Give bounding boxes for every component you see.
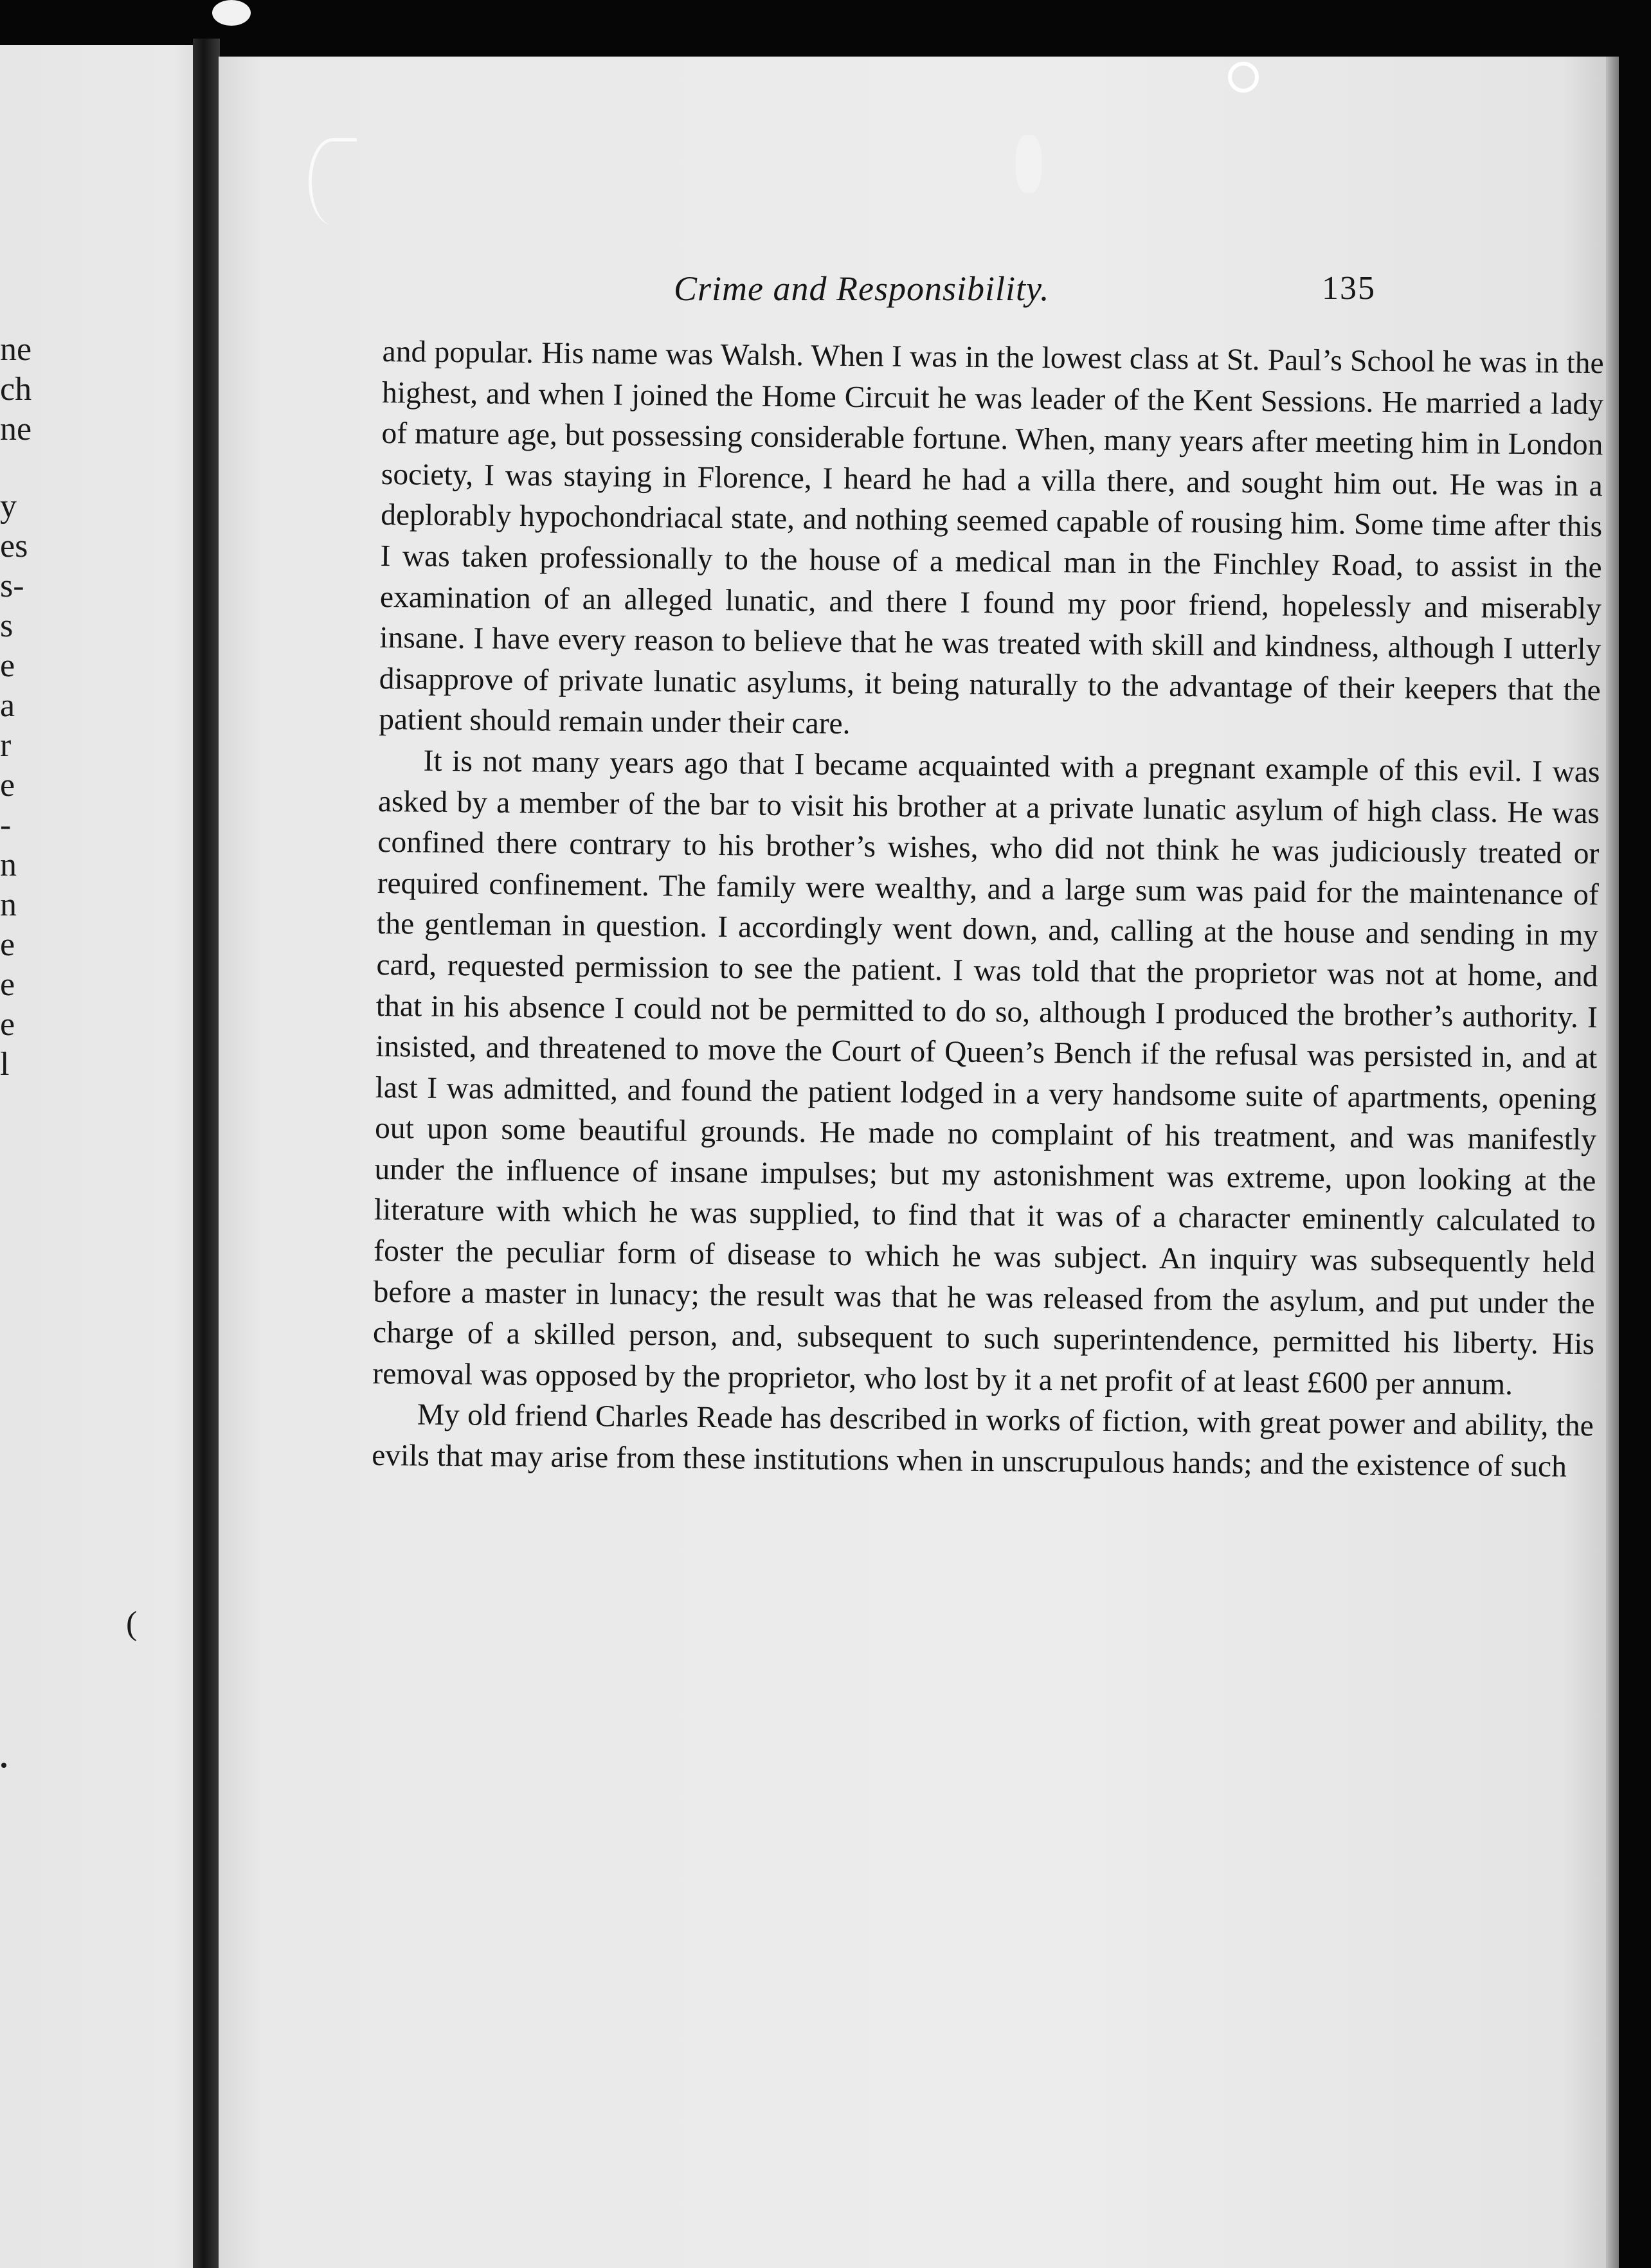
facing-page-fragment: a: [0, 687, 15, 724]
facing-page-fragment: r: [0, 727, 12, 764]
facing-page-fragment: e: [0, 966, 15, 1003]
facing-page: [0, 45, 204, 2268]
scan-speck: [1228, 62, 1259, 93]
paragraph: and popular. His name was Walsh. When I was in the lowest class at St. Paul’s School he was in the highest, and when I joined the Home Circuit he was leader of the Kent Sessions. He married a lady of mature age, but possessing considerable fortune. When, many years after meeting him in London society, I was staying in Florence, I heard he had a villa there, and sought him out. He was in a deplorably hypochondriacal state, and nothing seemed capable of rousing him. Some time after this I was taken professionally to the house of a medical man in the Finchley Road, to assist in the examination of an alleged lunatic, and there I found my poor friend, hopelessly and miserably insane. I have every reason to believe that he was treated with skill and kindness, although I utterly disapprove of private lunatic asylums, it being naturally to the advantage of their keepers that the patient should remain under their care.: [378, 334, 1604, 741]
facing-page-fragment: es: [0, 528, 28, 564]
facing-page-fragment: ne: [0, 411, 32, 447]
body-text: [372, 332, 1604, 1488]
facing-page-text-fragments: [0, 45, 193, 2268]
paragraph: My old friend Charles Reade has described in works of fiction, with great power and ability, the evils that may arise from these institutions when in unscrupulous hands; and the existence of such: [371, 1398, 1594, 1484]
facing-page-fragment: e: [0, 926, 15, 963]
scan-speck: [212, 0, 251, 26]
scan-speck: [309, 138, 357, 225]
facing-page-fragment: s-: [0, 568, 24, 604]
paragraph: It is not many years ago that I became acquainted with a pregnant example of this evil. I was asked by a member of the bar to visit his brother at a private lunatic asylum of high class. He was confined there contrary to his brother’s wishes, who did not think he was judiciously treated or required confinement. The family were wealthy, and a large sum was paid for the maintenance of the gentleman in question. I accordingly went down, and, calling at the house and sending in my card, requested permission to see the patient. I was told that the proprietor was not at home, and that in his absence I could not be permitted to do so, although I produced the brother’s authority. I insisted, and threatened to move the Court of Queen’s Bench if the refusal was persisted in, and at last I was admitted, and found the patient lodged in a very handsome suite of apartments, opening out upon some beautiful grounds. He made no complaint of his treatment, and was manifestly under the influence of insane impulses; but my astonishment was extreme, upon looking at the literature with which he was supplied, to find that it was of a character eminently calculated to foster the peculiar form of disease to which he was subject. An inquiry was subsequently held before a master in lunacy; the result was that he was released from the asylum, and put under the charge of a skilled person, and, subsequent to such superintendence, permitted his liberty. His removal was opposed by the proprietor, who lost by it a net profit of at least £600 per annum.: [372, 744, 1600, 1401]
facing-page-fragment: •: [0, 1754, 8, 1778]
facing-page-fragment: y: [0, 488, 17, 525]
book-page: [219, 57, 1619, 2268]
scan-speck: [1016, 135, 1042, 193]
facing-page-fragment: s: [0, 608, 14, 644]
page-edge: [1606, 57, 1619, 2268]
running-title: Crime and Responsibility.: [674, 269, 1050, 308]
facing-page-fragment: e: [0, 647, 15, 684]
facing-page-fragment: e: [0, 1006, 15, 1043]
page-number: 135: [1322, 270, 1376, 307]
facing-page-fragment: l: [0, 1046, 10, 1083]
facing-page-fragment: -: [0, 807, 12, 843]
facing-page-fragment: ne: [0, 331, 32, 368]
facing-page-fragment: n: [0, 847, 17, 883]
running-head: [219, 266, 1619, 318]
book-gutter: [193, 39, 220, 2268]
facing-page-fragment: ch: [0, 371, 32, 408]
facing-page-fragment: e: [0, 767, 15, 804]
facing-page-fragment: n: [0, 887, 17, 923]
facing-page-fragment: (: [126, 1605, 138, 1642]
